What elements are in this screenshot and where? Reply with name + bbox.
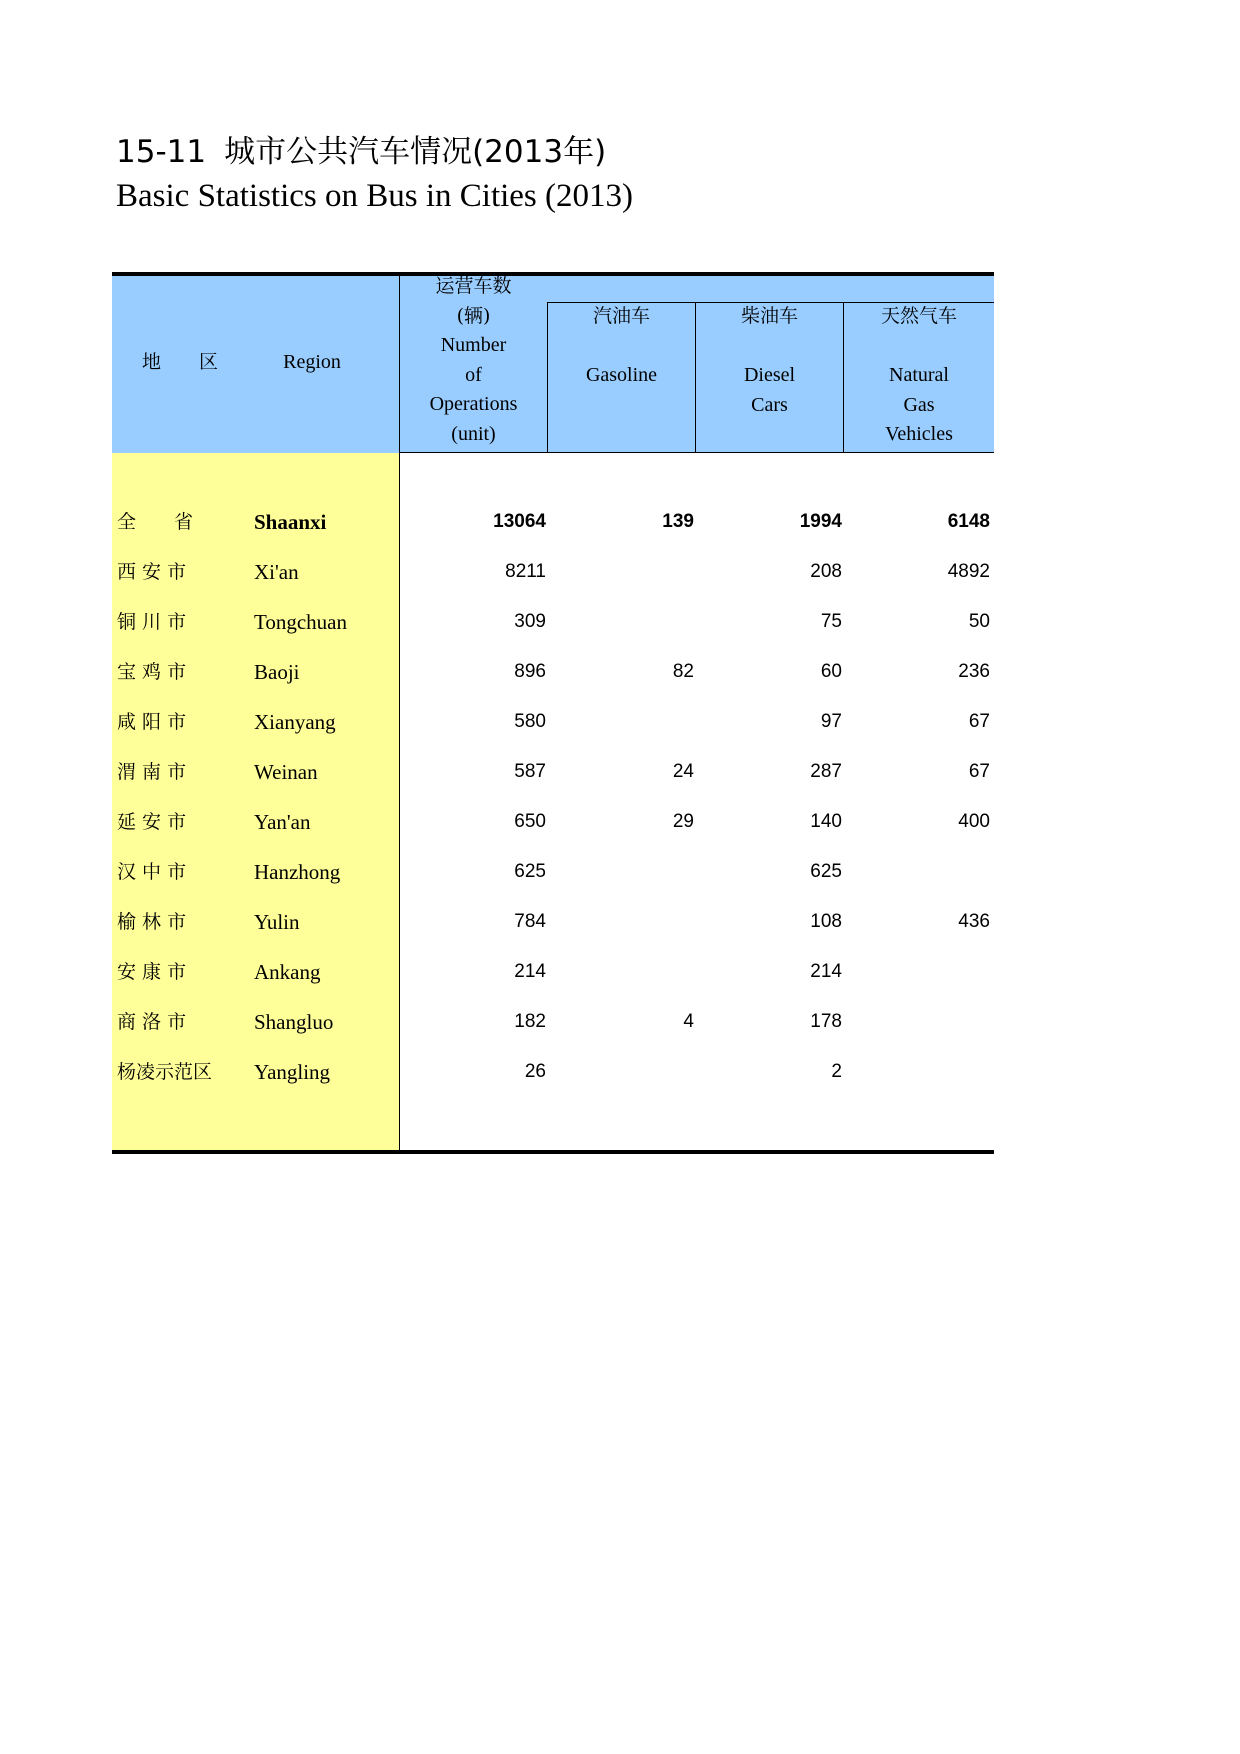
value-operations: 182 — [514, 1011, 546, 1032]
value-operations: 784 — [514, 911, 546, 932]
page-title-en: Basic Statistics on Bus in Cities (2013) — [116, 178, 633, 214]
value-diesel: 1994 — [799, 511, 842, 532]
value-operations: 8211 — [505, 561, 546, 582]
value-gasoline: 24 — [672, 761, 694, 782]
region-en: Yangling — [254, 1060, 331, 1084]
value-diesel: 60 — [820, 661, 842, 682]
value-gas: 6148 — [947, 511, 990, 532]
table-row — [112, 997, 994, 1047]
table-row — [112, 497, 994, 547]
header-operations-cn: 运营车数 — [435, 275, 512, 297]
region-cn: 渭 南 市 — [117, 761, 187, 783]
region-cn: 延 安 市 — [117, 811, 187, 833]
title-cn-text: 城市公共汽车情况(2013年) — [224, 134, 607, 170]
region-cn: 汉 中 市 — [117, 861, 187, 883]
table-row — [112, 647, 994, 697]
header-gas-cn: 天然气车 — [880, 305, 957, 327]
value-gasoline: 82 — [672, 661, 694, 682]
region-cn: 杨凌示范区 — [117, 1061, 213, 1083]
value-diesel: 287 — [810, 761, 842, 782]
header-operations-en-4: (unit) — [451, 422, 496, 445]
table-body — [112, 497, 994, 1097]
value-diesel: 75 — [820, 611, 842, 632]
value-gas: 400 — [958, 811, 990, 832]
bottom-rule — [112, 1150, 994, 1154]
header-operations-en-2: of — [465, 363, 482, 386]
value-gas: 4892 — [947, 561, 990, 582]
region-cn: 商 洛 市 — [117, 1011, 187, 1033]
region-en: Shaanxi — [254, 510, 327, 534]
table-row — [112, 797, 994, 847]
table-row — [112, 697, 994, 747]
header-region-cn: 地 区 — [141, 351, 218, 373]
region-en: Tongchuan — [254, 610, 348, 634]
value-operations: 650 — [514, 811, 546, 832]
table-row — [112, 547, 994, 597]
value-gas: 67 — [968, 711, 990, 732]
region-cn: 榆 林 市 — [117, 911, 187, 933]
value-operations: 587 — [514, 761, 546, 782]
region-cn: 咸 阳 市 — [117, 711, 187, 733]
header-gas-en-1: Natural — [889, 364, 949, 386]
header-gas-en-3: Vehicles — [885, 423, 953, 445]
table-row — [112, 947, 994, 997]
header-operations-en-1: Number — [440, 334, 507, 356]
value-gasoline: 139 — [662, 511, 694, 532]
header-gasoline — [548, 302, 695, 391]
region-en: Yan'an — [254, 810, 311, 834]
value-gas: 67 — [968, 761, 990, 782]
table-row — [112, 847, 994, 897]
page-title-cn — [116, 126, 606, 171]
region-en: Baoji — [254, 660, 300, 684]
region-en: Shangluo — [254, 1010, 334, 1034]
bus-statistics-table — [112, 272, 994, 1154]
value-diesel: 108 — [810, 911, 842, 932]
value-gas: 50 — [968, 611, 990, 632]
header-gas-en-2: Gas — [903, 393, 935, 416]
region-en: Weinan — [254, 760, 318, 784]
header-region-en: Region — [283, 351, 341, 373]
value-diesel: 140 — [810, 811, 842, 832]
value-gas: 236 — [958, 661, 990, 682]
table-row — [112, 597, 994, 647]
header-gasoline-en: Gasoline — [585, 364, 658, 386]
header-gasoline-cn: 汽油车 — [592, 305, 650, 327]
header-operations-unit: (辆) — [456, 304, 491, 327]
value-operations: 896 — [514, 661, 546, 682]
header-operations-en-3: Operations — [429, 393, 518, 415]
header-diesel-cn: 柴油车 — [740, 305, 798, 327]
header-operations — [400, 272, 547, 449]
value-operations: 13064 — [493, 511, 546, 532]
region-en: Xi'an — [254, 560, 299, 584]
value-diesel: 625 — [810, 861, 842, 882]
region-cn: 铜 川 市 — [117, 611, 187, 633]
header-diesel-en-2: Cars — [751, 393, 788, 416]
value-operations: 214 — [514, 961, 546, 982]
region-cn: 西 安 市 — [117, 561, 187, 583]
region-en: Ankang — [254, 960, 321, 984]
value-gasoline: 4 — [683, 1011, 694, 1032]
table-row — [112, 897, 994, 947]
header-bottom-line — [400, 452, 994, 453]
value-operations: 26 — [524, 1061, 546, 1082]
region-cn: 宝 鸡 市 — [117, 661, 187, 683]
region-en: Xianyang — [254, 710, 336, 734]
value-gas: 436 — [958, 911, 990, 932]
region-cn: 全 省 — [117, 511, 194, 533]
header-diesel-en-1: Diesel — [743, 364, 796, 386]
value-diesel: 2 — [831, 1061, 842, 1082]
value-diesel: 214 — [810, 961, 842, 982]
value-diesel: 178 — [810, 1011, 842, 1032]
region-en: Hanzhong — [254, 860, 341, 884]
value-operations: 580 — [514, 711, 546, 732]
value-diesel: 97 — [820, 711, 842, 732]
header-gas — [844, 302, 994, 450]
table-row — [112, 1047, 994, 1097]
value-diesel: 208 — [810, 561, 842, 582]
region-en: Yulin — [254, 910, 300, 934]
region-cn: 安 康 市 — [117, 961, 187, 983]
table-number: 15-11 — [116, 134, 207, 170]
value-gasoline: 29 — [672, 811, 694, 832]
value-operations: 625 — [514, 861, 546, 882]
header-diesel — [696, 302, 843, 420]
table-row — [112, 747, 994, 797]
value-operations: 309 — [514, 611, 546, 632]
top-rule — [112, 272, 994, 276]
